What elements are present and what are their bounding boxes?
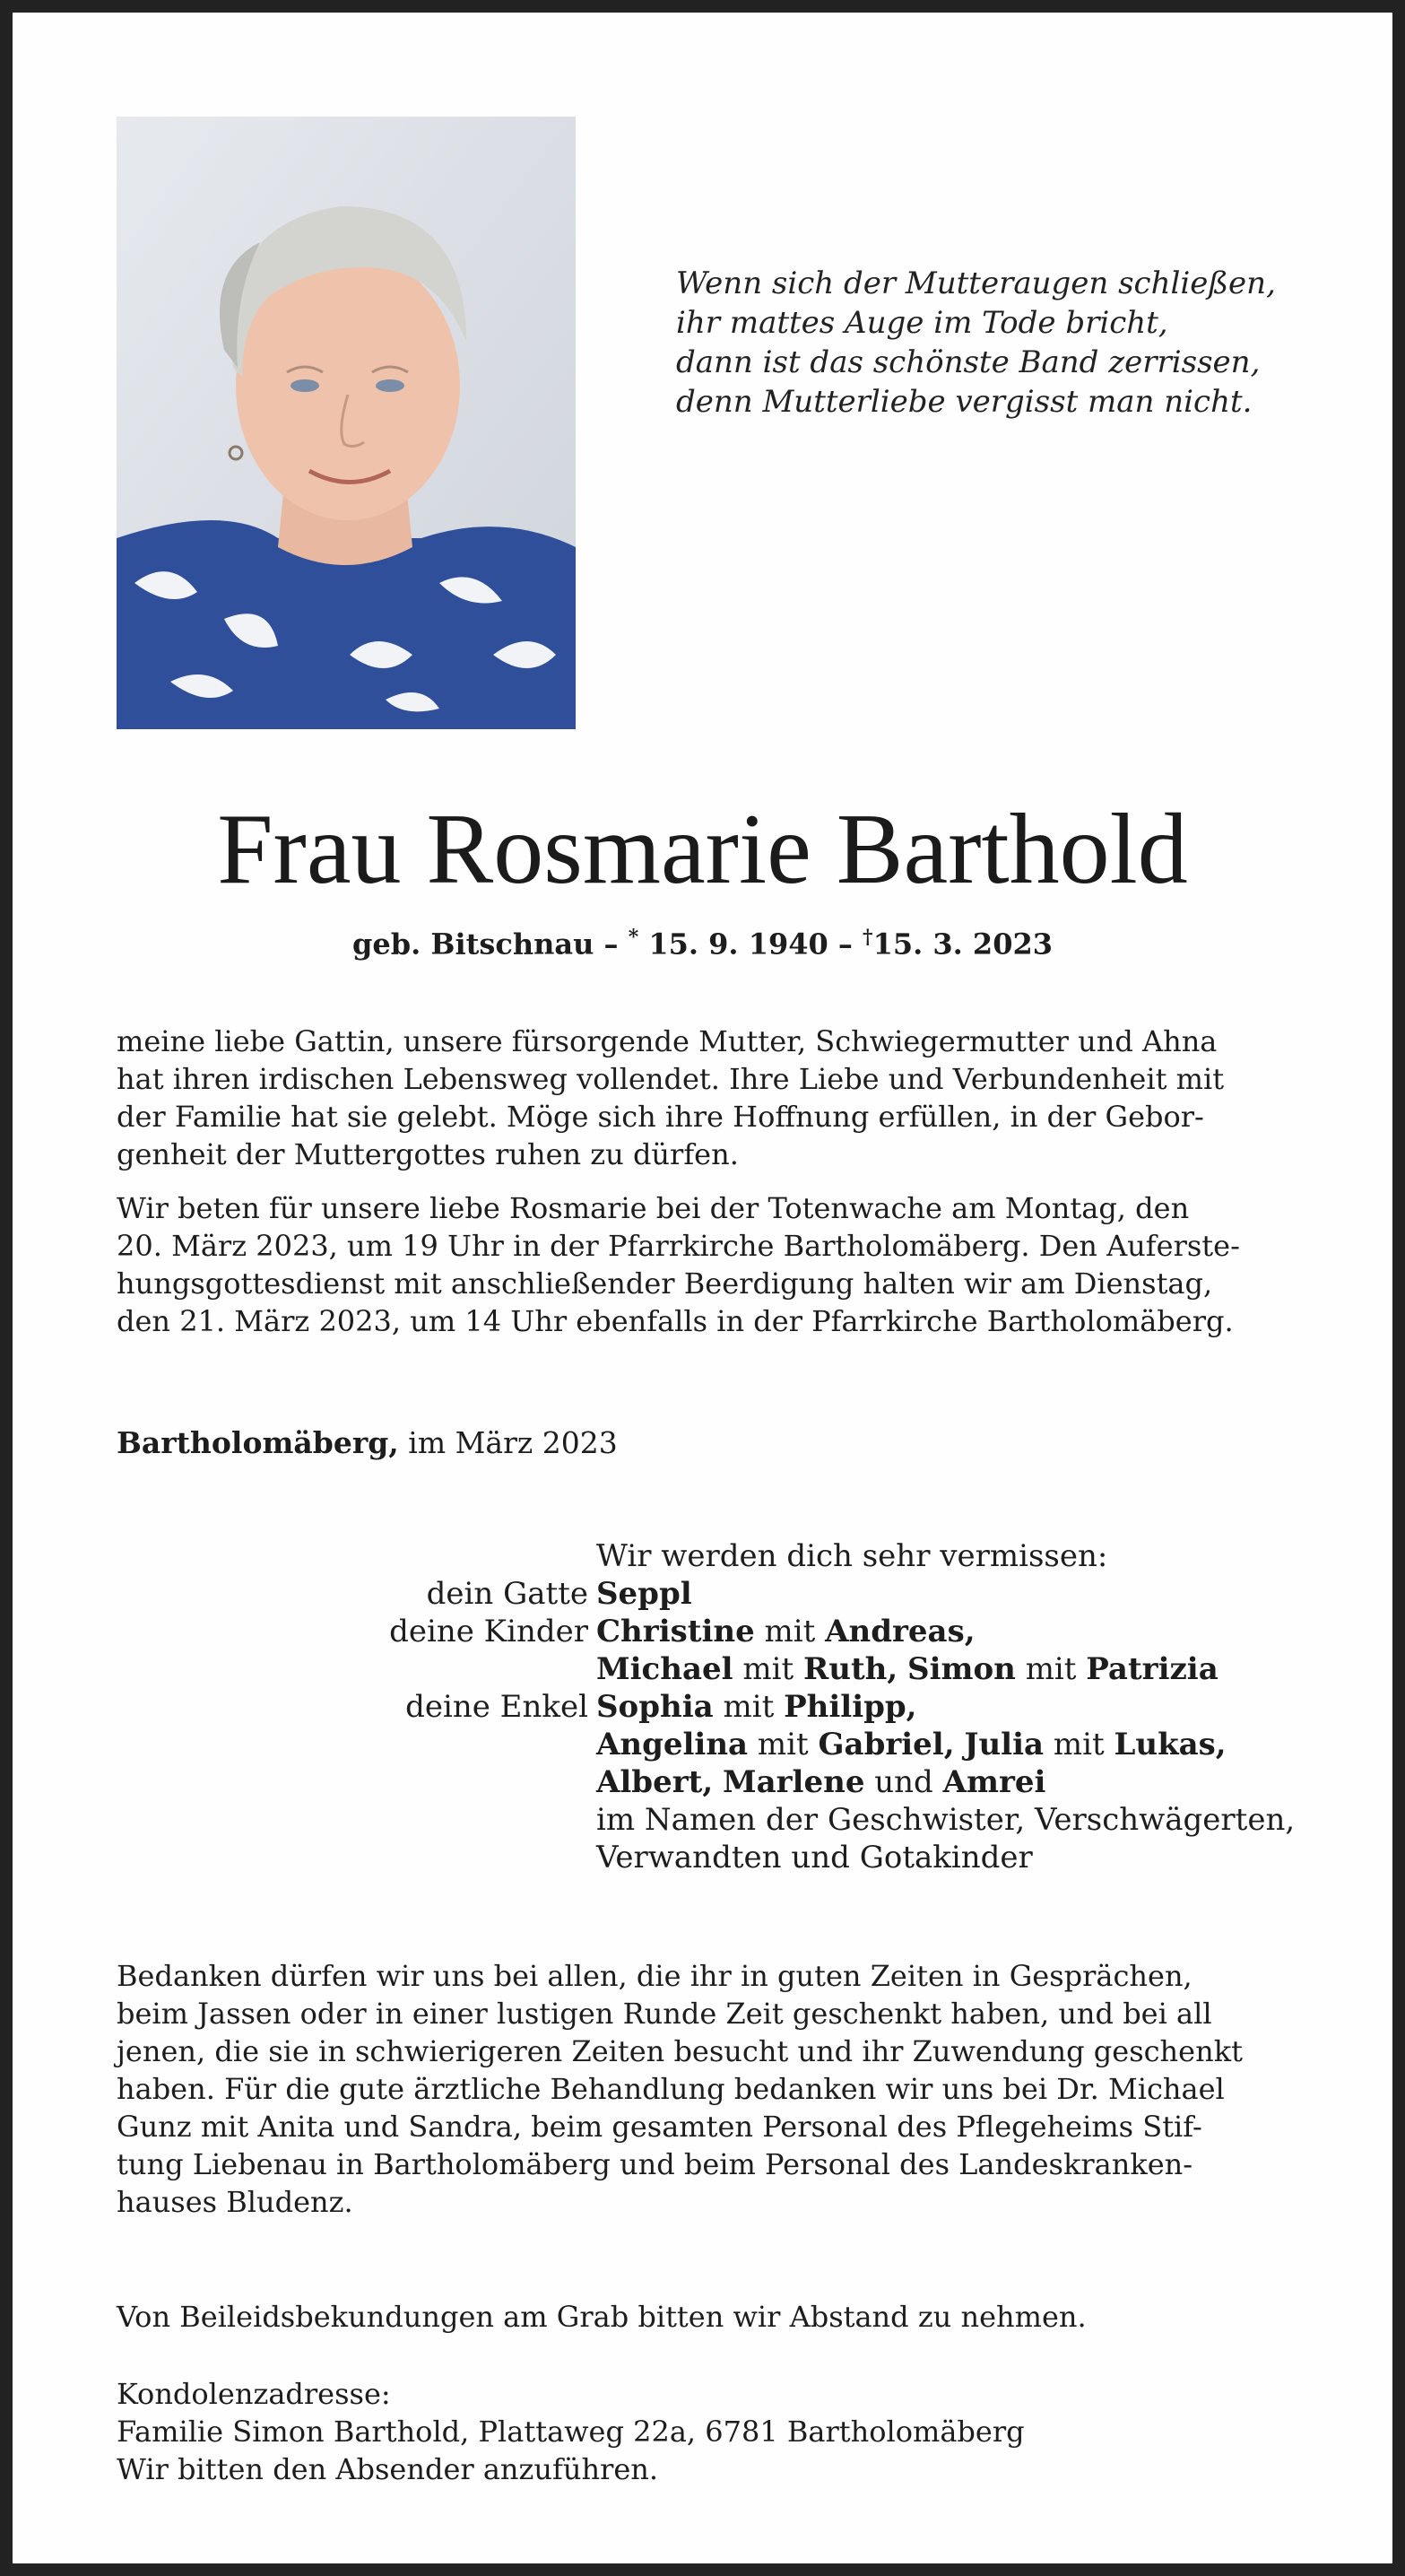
grandchild-name: Julia — [964, 1727, 1045, 1762]
condolence-address — [117, 2375, 1025, 2488]
death-symbol: † — [863, 926, 873, 949]
child-name: Christine — [596, 1614, 755, 1649]
memorial-poem — [676, 264, 1304, 422]
text-line: haben. Für die gute ärztliche Behandlung bedanken wir uns bei Dr. Michael — [117, 2072, 1225, 2106]
text-line: meine liebe Gattin, unsere fürsorgende Mutter, Schwiegermutter und Ahna — [117, 1024, 1218, 1058]
connector: mit — [757, 1727, 809, 1762]
connector: mit — [764, 1614, 816, 1649]
grandchild-name: Albert, — [596, 1764, 714, 1800]
text-line: der Familie hat sie gelebt. Möge sich ihre Hoffnung erfüllen, in der Gebor- — [117, 1100, 1204, 1134]
text-line: tung Liebenau in Bartholomäberg und beim Personal des Landeskranken- — [117, 2147, 1193, 2181]
address-note: Wir bitten den Absender anzuführen. — [117, 2452, 659, 2486]
text-line: 20. März 2023, um 19 Uhr in der Pfarrkirche Bartholomäberg. Den Auferste- — [117, 1229, 1240, 1263]
poem-line: Wenn sich der Mutteraugen schließen, — [676, 265, 1276, 301]
text-line: genheit der Muttergottes ruhen zu dürfen. — [117, 1137, 739, 1171]
thanks-paragraph — [117, 1957, 1293, 2221]
connector: mit — [1053, 1727, 1105, 1762]
grandchildren-row — [13, 1726, 1392, 1763]
grandchildren-row — [13, 1688, 1392, 1726]
partner-name: Ruth, — [802, 1651, 898, 1687]
connector: mit — [742, 1651, 794, 1687]
text-line: hungsgottesdienst mit anschließender Beerdigung halten wir am Dienstag, — [117, 1266, 1213, 1301]
grandchild-name: Amrei — [942, 1764, 1046, 1800]
family-closing-row — [13, 1839, 1392, 1876]
grandchild-name: Marlene — [722, 1764, 865, 1800]
partner-name: Patrizia — [1086, 1651, 1219, 1687]
birth-date: 15. 9. 1940 — [648, 927, 828, 962]
grandchild-name: Sophia — [596, 1689, 714, 1725]
text-line: hauses Bludenz. — [117, 2185, 353, 2219]
text-line: Wir beten für unsere liebe Rosmarie bei der Totenwache am Montag, den — [117, 1191, 1190, 1225]
place: Bartholomäberg, — [117, 1425, 399, 1460]
child-name: Simon — [907, 1651, 1016, 1687]
birth-symbol: * — [628, 926, 639, 949]
family-closing: Verwandten und Gotakinder — [596, 1840, 1033, 1875]
partner-name: Lukas, — [1114, 1727, 1227, 1762]
family-closing-row — [13, 1801, 1392, 1839]
announcement-paragraph — [117, 1023, 1293, 1173]
family-list — [13, 1537, 1392, 1876]
children-row — [13, 1613, 1392, 1650]
date: im März 2023 — [408, 1425, 618, 1460]
text-line: Gunz mit Anita und Sandra, beim gesamten Personal des Pflegeheims Stif- — [117, 2110, 1202, 2144]
connector: mit — [1025, 1651, 1077, 1687]
spouse-name: Seppl — [596, 1576, 692, 1612]
connector: mit — [723, 1689, 775, 1725]
death-date: 15. 3. 2023 — [872, 927, 1053, 962]
text-line: Bedanken dürfen wir uns bei allen, die ihr in guten Zeiten in Gesprächen, — [117, 1959, 1193, 1993]
portrait-photo — [117, 117, 576, 729]
portrait-image — [117, 117, 576, 729]
deceased-name: Frau Rosmarie Barthold — [217, 794, 1188, 905]
partner-name: Philipp, — [784, 1689, 917, 1725]
separator: – — [837, 927, 853, 962]
address-line: Familie Simon Barthold, Plattaweg 22a, 6781 Bartholomäberg — [117, 2415, 1025, 2449]
text-line: jenen, die sie in schwierigeren Zeiten besucht und ihr Zuwendung geschenkt — [117, 2034, 1243, 2068]
text-line: hat ihren irdischen Lebensweg vollendet. Ihre Liebe und Verbundenheit mit — [117, 1062, 1225, 1096]
grandchildren-row — [13, 1763, 1392, 1801]
children-label: deine Kinder — [389, 1614, 588, 1649]
maiden-name: geb. Bitschnau — [352, 927, 594, 962]
grandchild-name: Angelina — [596, 1727, 749, 1762]
family-intro-row — [13, 1537, 1392, 1575]
poem-line: ihr mattes Auge im Tode bricht, — [676, 305, 1168, 341]
partner-name: Andreas, — [825, 1614, 976, 1649]
child-name: Michael — [596, 1651, 733, 1687]
place-and-date — [117, 1423, 618, 1464]
text-line: den 21. März 2023, um 14 Uhr ebenfalls in der Pfarrkirche Bartholomäberg. — [117, 1304, 1234, 1338]
address-heading: Kondolenzadresse: — [117, 2377, 391, 2411]
family-closing: im Namen der Geschwister, Verschwägerten, — [596, 1802, 1296, 1838]
obituary-sheet — [13, 13, 1392, 2563]
poem-line: denn Mutterliebe vergisst man nicht. — [676, 384, 1253, 420]
spouse-label: dein Gatte — [426, 1576, 588, 1612]
connector: und — [874, 1764, 933, 1800]
poem-line: dann ist das schönste Band zerrissen, — [676, 344, 1261, 380]
text-line: beim Jassen oder in einer lustigen Runde Zeit geschenkt haben, und bei all — [117, 1997, 1212, 2031]
spouse-row — [13, 1575, 1392, 1613]
life-dates — [13, 917, 1392, 965]
grandchildren-label: deine Enkel — [405, 1689, 588, 1725]
service-paragraph — [117, 1189, 1293, 1340]
family-intro: Wir werden dich sehr vermissen: — [596, 1538, 1108, 1574]
separator: – — [603, 927, 619, 962]
children-row — [13, 1650, 1392, 1688]
partner-name: Gabriel, — [818, 1727, 955, 1762]
condolence-note: Von Beileidsbekundungen am Grab bitten wir Abstand zu nehmen. — [117, 2300, 1087, 2334]
